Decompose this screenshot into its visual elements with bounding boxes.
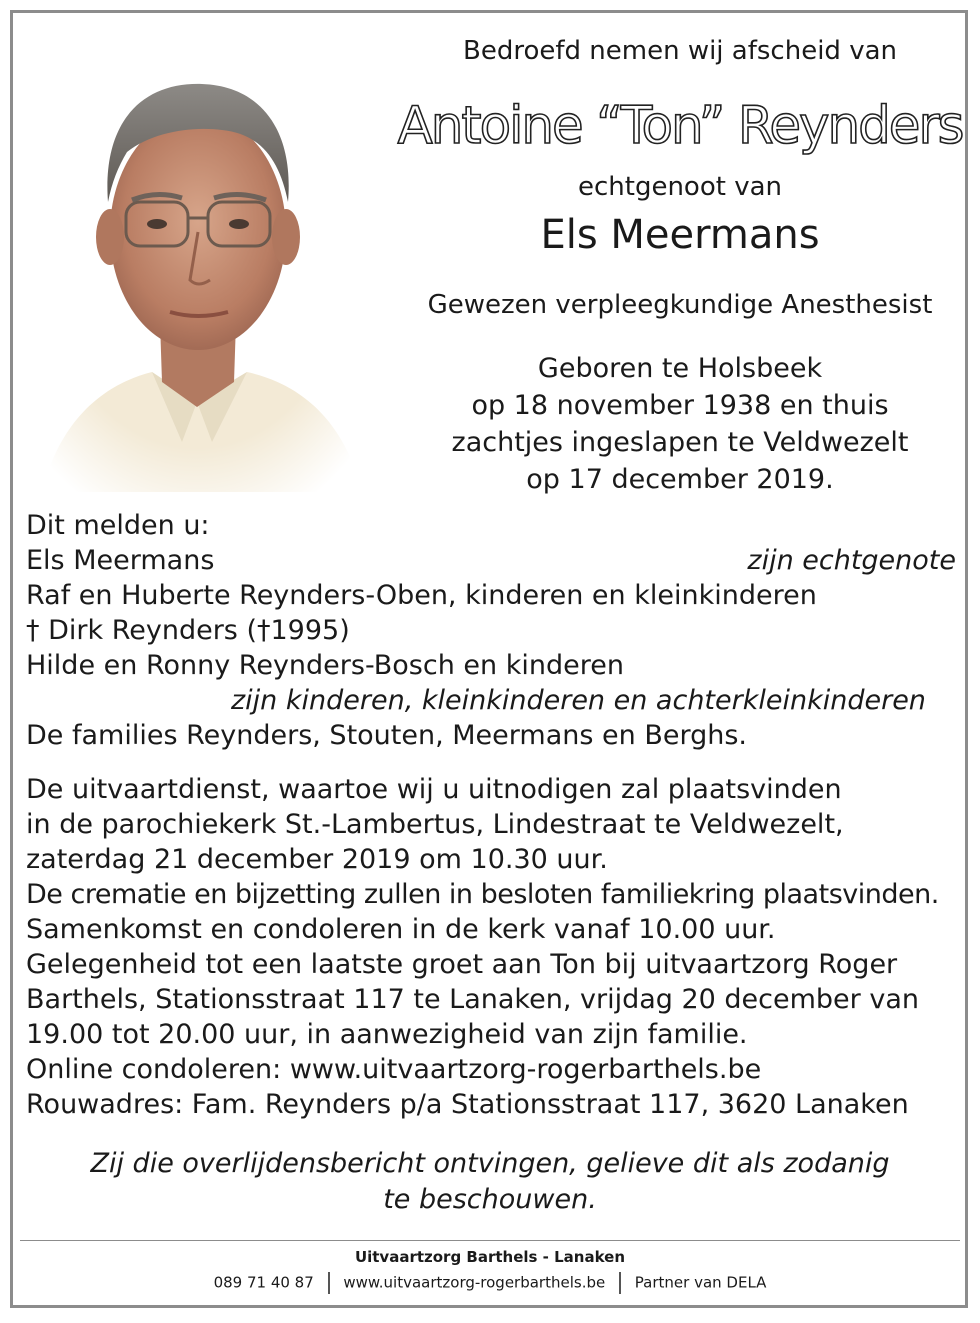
service-line: Rouwadres: Fam. Reynders p/a Stationsstraat 117, 3620 Lanaken bbox=[26, 1089, 909, 1120]
footer-phone: 089 71 40 87 bbox=[213, 1273, 314, 1292]
closing-line: Zij die overlijdensbericht ontvingen, gelieve dit als zodanig bbox=[90, 1148, 890, 1179]
footer-separator bbox=[328, 1272, 330, 1294]
service-line: Gelegenheid tot een laatste groet aan Ton bij uitvaartzorg Roger bbox=[26, 949, 898, 980]
service-line: De crematie en bijzetting zullen in besloten familiekring plaatsvinden. bbox=[26, 879, 939, 910]
family-spouse-row bbox=[26, 543, 956, 578]
intro-text: Bedroefd nemen wij afscheid van bbox=[463, 36, 897, 66]
service-line: De uitvaartdienst, waartoe wij u uitnodigen zal plaatsvinden bbox=[26, 774, 842, 805]
closing-line: te beschouwen. bbox=[383, 1184, 597, 1215]
birth-line: op 17 december 2019. bbox=[526, 464, 834, 495]
family-child: Raf en Huberte Reynders-Oben, kinderen en kleinkinderen bbox=[26, 580, 817, 611]
footer-website[interactable]: www.uitvaartzorg-rogerbarthels.be bbox=[343, 1273, 606, 1292]
birth-line: zachtjes ingeslapen te Veldwezelt bbox=[451, 427, 909, 458]
service-line: Online condoleren: www.uitvaartzorg-rogerbarthels.be bbox=[26, 1054, 762, 1085]
family-spouse-role: zijn echtgenote bbox=[747, 545, 956, 576]
birth-details bbox=[395, 350, 965, 498]
service-line: zaterdag 21 december 2019 om 10.30 uur. bbox=[26, 844, 608, 875]
footer-divider bbox=[20, 1240, 960, 1241]
footer-contacts bbox=[0, 1272, 980, 1294]
footer-company: Uitvaartzorg Barthels - Lanaken bbox=[354, 1248, 626, 1266]
family-list bbox=[26, 508, 956, 753]
footer-separator bbox=[619, 1272, 621, 1294]
deceased-name: Antoine “Ton” Reynders bbox=[397, 96, 963, 156]
service-line: Barthels, Stationsstraat 117 te Lanaken, vrijdag 20 december van bbox=[26, 984, 919, 1015]
closing-note bbox=[0, 1146, 980, 1218]
family-children-role: zijn kinderen, kleinkinderen en achterkleinkinderen bbox=[231, 685, 926, 716]
birth-line: op 18 november 1938 en thuis bbox=[471, 390, 889, 421]
portrait-photo bbox=[22, 22, 372, 492]
service-line: Samenkomst en condoleren in de kerk vanaf 10.00 uur. bbox=[26, 914, 776, 945]
service-line: 19.00 tot 20.00 uur, in aanwezigheid van zijn familie. bbox=[26, 1019, 748, 1050]
family-families: De families Reynders, Stouten, Meermans en Berghs. bbox=[26, 720, 747, 751]
spouse-intro: echtgenoot van bbox=[577, 172, 782, 202]
family-child: † Dirk Reynders (†1995) bbox=[26, 615, 350, 646]
family-intro: Dit melden u: bbox=[26, 510, 210, 541]
family-child: Hilde en Ronny Reynders-Bosch en kinderen bbox=[26, 650, 624, 681]
birth-line: Geboren te Holsbeek bbox=[537, 353, 823, 384]
service-details bbox=[26, 772, 956, 1122]
service-line: in de parochiekerk St.-Lambertus, Lindestraat te Veldwezelt, bbox=[26, 809, 844, 840]
family-spouse-name: Els Meermans bbox=[26, 545, 215, 576]
spouse-name: Els Meermans bbox=[540, 212, 820, 258]
profession: Gewezen verpleegkundige Anesthesist bbox=[427, 290, 933, 320]
footer-partner: Partner van DELA bbox=[634, 1273, 767, 1292]
